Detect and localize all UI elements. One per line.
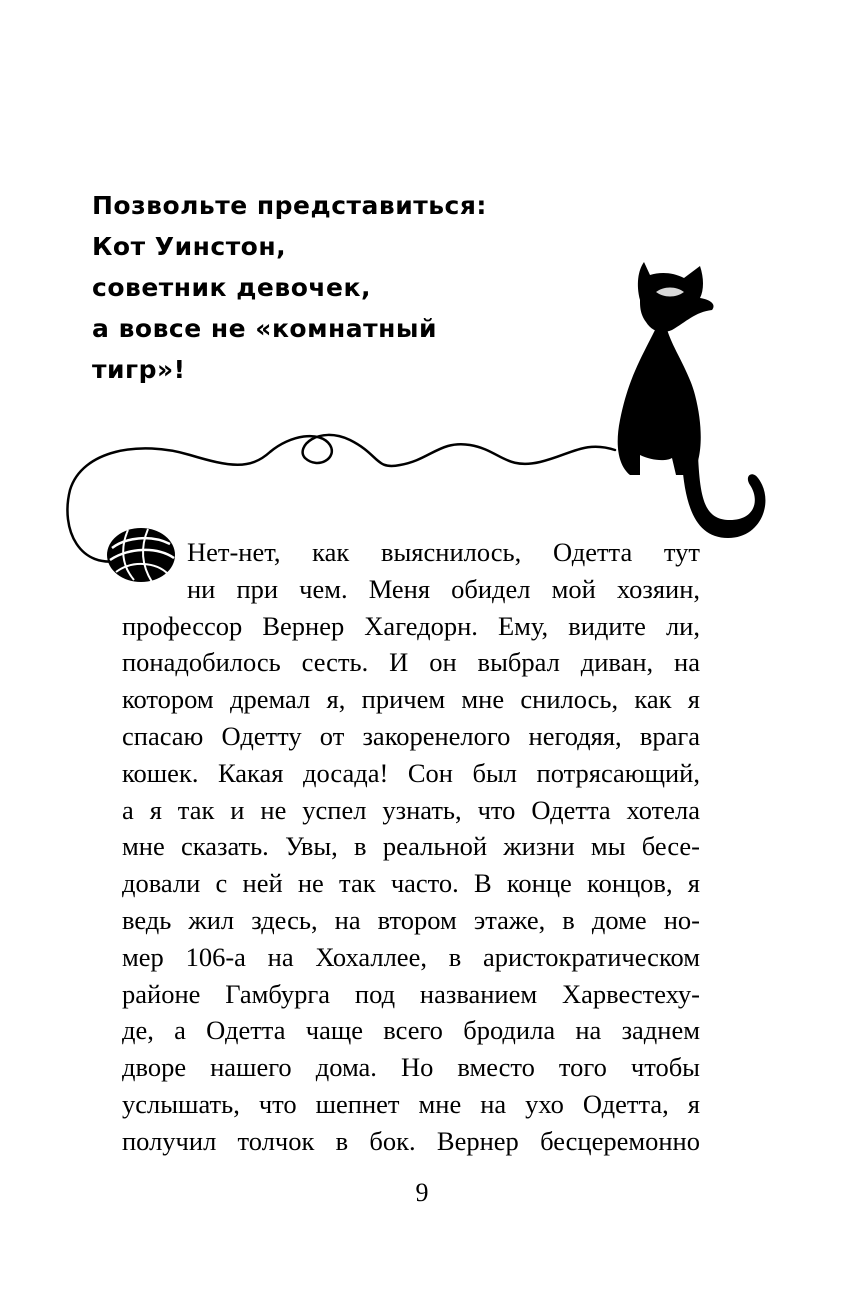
chapter-title-line: Кот Уинстон, bbox=[92, 232, 287, 261]
text-line: Нет-нет, как выяснилось, Одетта тут bbox=[187, 537, 700, 567]
text-line: районе Гамбурга под названием Харвестеху- bbox=[122, 978, 700, 1009]
text-line: кошек. Какая досада! Сон был потрясающий, bbox=[122, 757, 700, 788]
text-line: профессор Вернер Хагедорн. Ему, видите ли, bbox=[122, 610, 700, 641]
text-line: услышать, что шепнет мне на ухо Одетта, я bbox=[122, 1088, 700, 1119]
page-number: 9 bbox=[415, 1178, 429, 1207]
text-line: довали с ней не так часто. В конце концов, я bbox=[122, 868, 700, 899]
text-line: котором дремал я, причем мне снилось, как я bbox=[122, 684, 700, 715]
chapter-title-line: а вовсе не «комнатный bbox=[92, 314, 438, 343]
body-text bbox=[122, 534, 700, 1160]
black-cat-icon bbox=[618, 262, 766, 538]
text-line: ни при чем. Меня обидел мой хозяин, bbox=[187, 573, 700, 604]
text-line: понадобилось сесть. И он выбрал диван, на bbox=[122, 647, 700, 678]
text-line: получил толчок в бок. Вернер бесцеремонно bbox=[122, 1125, 700, 1156]
text-line: мне сказать. Увы, в реальной жизни мы бесе- bbox=[122, 831, 700, 862]
text-line: дворе нашего дома. Но вместо того чтобы bbox=[122, 1052, 700, 1083]
text-line: ведь жил здесь, на втором этаже, в доме но- bbox=[122, 904, 700, 935]
text-line: спасаю Одетту от закоренелого негодяя, врага bbox=[122, 720, 700, 751]
chapter-title-line: Позвольте представиться: bbox=[92, 191, 487, 220]
chapter-title-line: советник девочек, bbox=[92, 273, 371, 302]
text-line: де, а Одетта чаще всего бродила на заднем bbox=[122, 1015, 700, 1046]
text-line: мер 106-а на Хохаллее, в аристократическом bbox=[122, 941, 700, 972]
text-line: а я так и не успел узнать, что Одетта хотела bbox=[122, 794, 700, 825]
chapter-title-line: тигр»! bbox=[92, 355, 186, 384]
